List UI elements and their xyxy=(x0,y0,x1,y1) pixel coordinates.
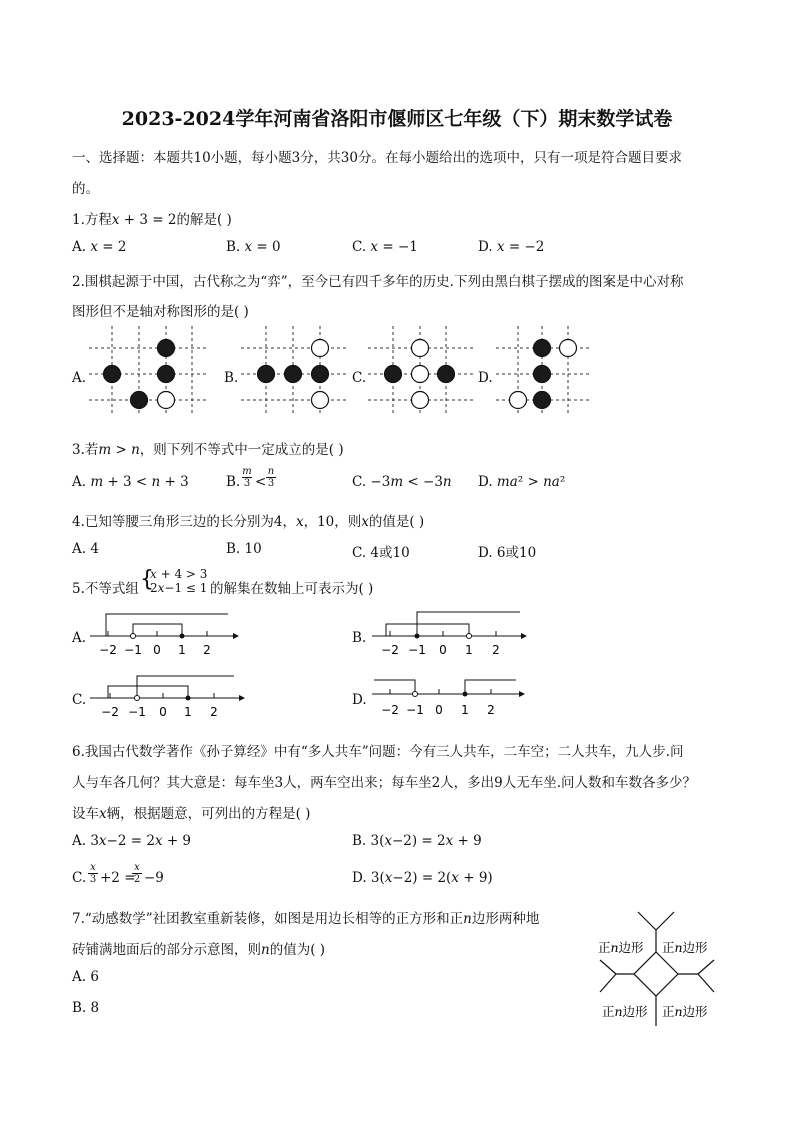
q3-b-fraction-2 xyxy=(266,466,276,489)
section-heading: 一、选择题：本题共10小题，每小题3分，共30分。在每小题给出的选项中，只有一项是符合题目要求 xyxy=(72,150,682,166)
q1-option-b: B. 𝑥 = 0 xyxy=(226,239,281,255)
q5-option-a-label: A. xyxy=(72,630,87,646)
inequality-1: 𝑥 + 4 > 3 xyxy=(150,567,208,581)
q6-c-numerator-1: 𝑥 xyxy=(90,862,96,873)
q6-c-denominator-1: 3 xyxy=(89,874,97,885)
tick-label: −2 xyxy=(99,643,117,657)
tick-label: 0 xyxy=(153,643,161,657)
question-6-stem-cont: 人与车各几何？其大意是：每车坐3人，两车空出来；每车坐2人，多出9人无车坐.问人数和车数各多少？ xyxy=(72,775,697,791)
tick-label: −1 xyxy=(124,643,142,657)
q3-b-denominator-2: 3 xyxy=(267,478,275,489)
q2-option-a-label: A. xyxy=(72,370,87,386)
q4-option-c: C. 4或10 xyxy=(352,545,410,561)
tick-label: 1 xyxy=(178,643,186,657)
question-2-stem-cont: 图形但不是轴对称图形的是( ) xyxy=(72,304,249,320)
question-4-stem: 4.已知等腰三角形三边的长分别为4，𝑥，10，则𝑥的值是( ) xyxy=(72,514,425,530)
tick-label: 1 xyxy=(184,705,192,719)
tick-label: −1 xyxy=(128,705,146,719)
tiling-figure xyxy=(594,908,724,1028)
q1-option-c: C. 𝑥 = −1 xyxy=(352,239,418,255)
q7-option-b: B. 8 xyxy=(72,1000,100,1016)
fig-label-bottom-left: 正𝑛边形 xyxy=(602,1004,648,1019)
tick-label: −2 xyxy=(381,703,399,717)
q3-option-b-label: B. xyxy=(226,474,241,490)
tick-label: 2 xyxy=(487,703,495,717)
tick-label: 2 xyxy=(492,643,500,657)
q6-c-denominator-2: 2 xyxy=(133,874,141,885)
inequality-system xyxy=(150,567,207,595)
q2-option-d-label: D. xyxy=(478,370,493,386)
tick-label: 0 xyxy=(435,703,443,717)
q6-option-d: D. 3(𝑥−2) = 2(𝑥 + 9) xyxy=(352,870,493,886)
tick-label: −1 xyxy=(408,643,426,657)
question-5-suffix: 的解集在数轴上可表示为( ) xyxy=(210,581,374,597)
q6-c-fraction-1 xyxy=(88,862,98,885)
number-line-b xyxy=(368,610,533,660)
q7-option-a: A. 6 xyxy=(72,969,99,985)
q6-c-middle: +2 = xyxy=(100,870,136,886)
q5-option-c-label: C. xyxy=(72,692,87,708)
question-7-stem: 7.“动感数学”社团教室重新装修，如图是用边长相等的正方形和正𝑛边形两种地 xyxy=(72,911,540,927)
q4-option-d: D. 6或10 xyxy=(478,545,537,561)
fig-label-bottom-right: 正𝑛边形 xyxy=(662,1004,708,1019)
question-3-stem: 3.若𝑚 > 𝑛，则下列不等式中一定成立的是( ) xyxy=(72,442,344,458)
go-board-figures xyxy=(84,326,704,416)
q3-option-a: A. 𝑚 + 3 < 𝑛 + 3 xyxy=(72,474,189,490)
q3-b-fraction-1 xyxy=(242,466,252,489)
tick-label: 2 xyxy=(210,705,218,719)
q3-b-denominator-1: 3 xyxy=(243,478,251,489)
number-line-c xyxy=(86,672,251,722)
q6-c-fraction-2 xyxy=(132,862,142,885)
fig-label-top-right: 正𝑛边形 xyxy=(662,940,708,955)
tick-label: 1 xyxy=(465,643,473,657)
tick-label: −2 xyxy=(101,705,119,719)
q6-option-b: B. 3(𝑥−2) = 2𝑥 + 9 xyxy=(352,833,482,849)
fig-label-top-left: 正𝑛边形 xyxy=(598,940,644,955)
question-6-stem: 6.我国古代数学著作《孙子算经》中有“多人共车”问题：今有三人共车，二车空；二人共车，九人步.问 xyxy=(72,744,684,760)
question-2-stem: 2.围棋起源于中国，古代称之为“弈”，至今已有四千多年的历史.下列由黑白棋子摆成的图案是中心对称 xyxy=(72,274,684,290)
q1-option-a: A. 𝑥 = 2 xyxy=(72,239,127,255)
q3-option-d: D. 𝑚𝑎² > 𝑛𝑎² xyxy=(478,474,566,490)
number-line-a xyxy=(86,610,246,660)
q3-b-numerator-2: 𝑛 xyxy=(267,466,275,477)
q4-option-b: B. 10 xyxy=(226,541,262,557)
inequality-2: 2𝑥−1 ≤ 1 xyxy=(150,581,208,595)
q2-option-b-label: B. xyxy=(224,370,239,386)
q2-option-c-label: C. xyxy=(352,370,367,386)
tick-label: −2 xyxy=(381,643,399,657)
q3-option-c: C. −3𝑚 < −3𝑛 xyxy=(352,474,452,490)
section-heading-cont: 的。 xyxy=(72,181,99,197)
q5-option-d-label: D. xyxy=(352,692,367,708)
question-1-stem: 1.方程𝑥 + 3 = 2的解是( ) xyxy=(72,212,232,228)
q6-option-c-label: C. xyxy=(72,870,87,886)
tick-label: −1 xyxy=(406,703,424,717)
tick-label: 0 xyxy=(439,643,447,657)
number-line-d xyxy=(368,672,533,722)
question-7-stem-cont: 砖铺满地面后的部分示意图，则𝑛的值为( ) xyxy=(72,942,326,958)
page-title: 2023-2024学年河南省洛阳市偃师区七年级（下）期末数学试卷 xyxy=(121,108,673,130)
tick-label: 1 xyxy=(461,703,469,717)
q5-option-b-label: B. xyxy=(352,630,367,646)
q3-b-numerator-1: 𝑚 xyxy=(242,466,252,477)
q6-c-numerator-2: 𝑥 xyxy=(134,862,140,873)
question-6-stem-cont2: 设车𝑥辆，根据题意，可列出的方程是( ) xyxy=(72,806,311,822)
q6-c-end: −9 xyxy=(144,870,164,886)
tick-label: 2 xyxy=(203,643,211,657)
q3-b-less-than: < xyxy=(255,474,267,490)
tick-label: 0 xyxy=(159,705,167,719)
q6-option-a: A. 3𝑥−2 = 2𝑥 + 9 xyxy=(72,833,192,849)
q4-option-a: A. 4 xyxy=(72,541,99,557)
q1-option-d: D. 𝑥 = −2 xyxy=(478,239,545,255)
question-5-prefix: 5.不等式组 xyxy=(72,581,139,597)
brace: { xyxy=(140,567,154,592)
